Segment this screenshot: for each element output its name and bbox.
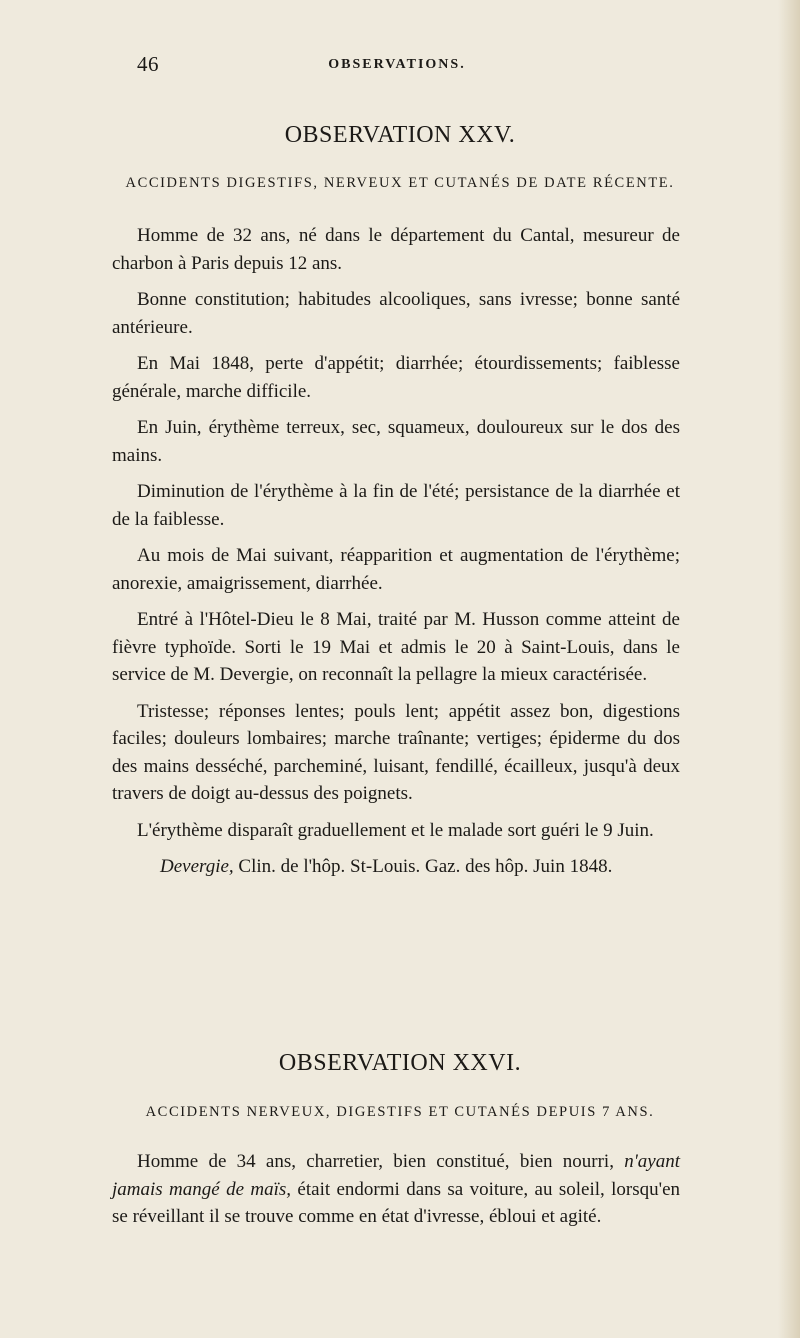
observation-26-subtitle: ACCIDENTS NERVEUX, DIGESTIFS ET CUTANÉS DEPUIS 7 ANS.: [145, 1104, 655, 1120]
paragraph: En Mai 1848, perte d'appétit; diarrhée; étourdissements; faiblesse générale, marche difficile.: [112, 353, 680, 402]
paragraph: Bonne constitution; habitudes alcooliques, sans ivresse; bonne santé antérieure.: [112, 289, 680, 338]
paragraph: En Juin, érythème terreux, sec, squameux, douloureux sur le dos des mains.: [112, 417, 680, 466]
observation-25-title: OBSERVATION XXV.: [284, 122, 516, 148]
paragraph: L'érythème disparaît graduellement et le malade sort guéri le 9 Juin.: [137, 819, 654, 841]
paragraph: Homme de 32 ans, né dans le département du Cantal, mesureur de charbon à Paris depuis 12 ans.: [112, 225, 680, 274]
citation-source: Clin. de l'hôp. St-Louis. Gaz. des hôp. Juin 1848.: [233, 856, 613, 877]
paragraph-text: Homme de 34 ans, charretier, bien constitué, bien nourri,: [137, 1151, 625, 1172]
page-header: [137, 52, 657, 82]
observation-25-body: [112, 222, 680, 890]
paragraph-text: était endormi dans sa voiture, au soleil, lorsqu'en se réveillant il se trouve comme en état d'ivresse, ébloui et agité.: [112, 1178, 681, 1227]
observation-25-subtitle: ACCIDENTS DIGESTIFS, NERVEUX ET CUTANÉS DE DATE RÉCENTE.: [125, 175, 675, 191]
page-edge-shadow: [778, 0, 800, 1338]
citation-author: Devergie,: [160, 856, 234, 877]
paragraph: [112, 1148, 680, 1231]
observation-26-title: OBSERVATION XXVI.: [278, 1050, 522, 1076]
paragraph: Tristesse; réponses lentes; pouls lent; appétit assez bon, digestions faciles; douleurs lombaires; marche traînante; vertiges; épiderme du dos des mains desséché, parcheminé, luisant, fendillé, écailleux, jusqu'à deux travers de doigt au-dessus des poignets.: [112, 700, 680, 804]
paragraph: Diminution de l'érythème à la fin de l'été; persistance de la diarrhée et de la faiblesse.: [112, 481, 680, 530]
paragraph-italic: n'ayant jamais mangé de maïs,: [112, 1151, 680, 1200]
paragraph: Entré à l'Hôtel-Dieu le 8 Mai, traité par M. Husson comme atteint de fièvre typhoïde. Sorti le 19 Mai et admis le 20 à Saint-Louis, dans le service de M. Devergie, on reconnaît la pellagre la mieux caractérisée.: [112, 609, 680, 685]
page-number: 46: [137, 52, 159, 76]
observation-26-body: [112, 1148, 680, 1240]
citation: [112, 853, 680, 881]
running-head: OBSERVATIONS.: [328, 57, 466, 72]
paragraph: Au mois de Mai suivant, réapparition et augmentation de l'érythème; anorexie, amaigrissement, diarrhée.: [112, 545, 680, 594]
